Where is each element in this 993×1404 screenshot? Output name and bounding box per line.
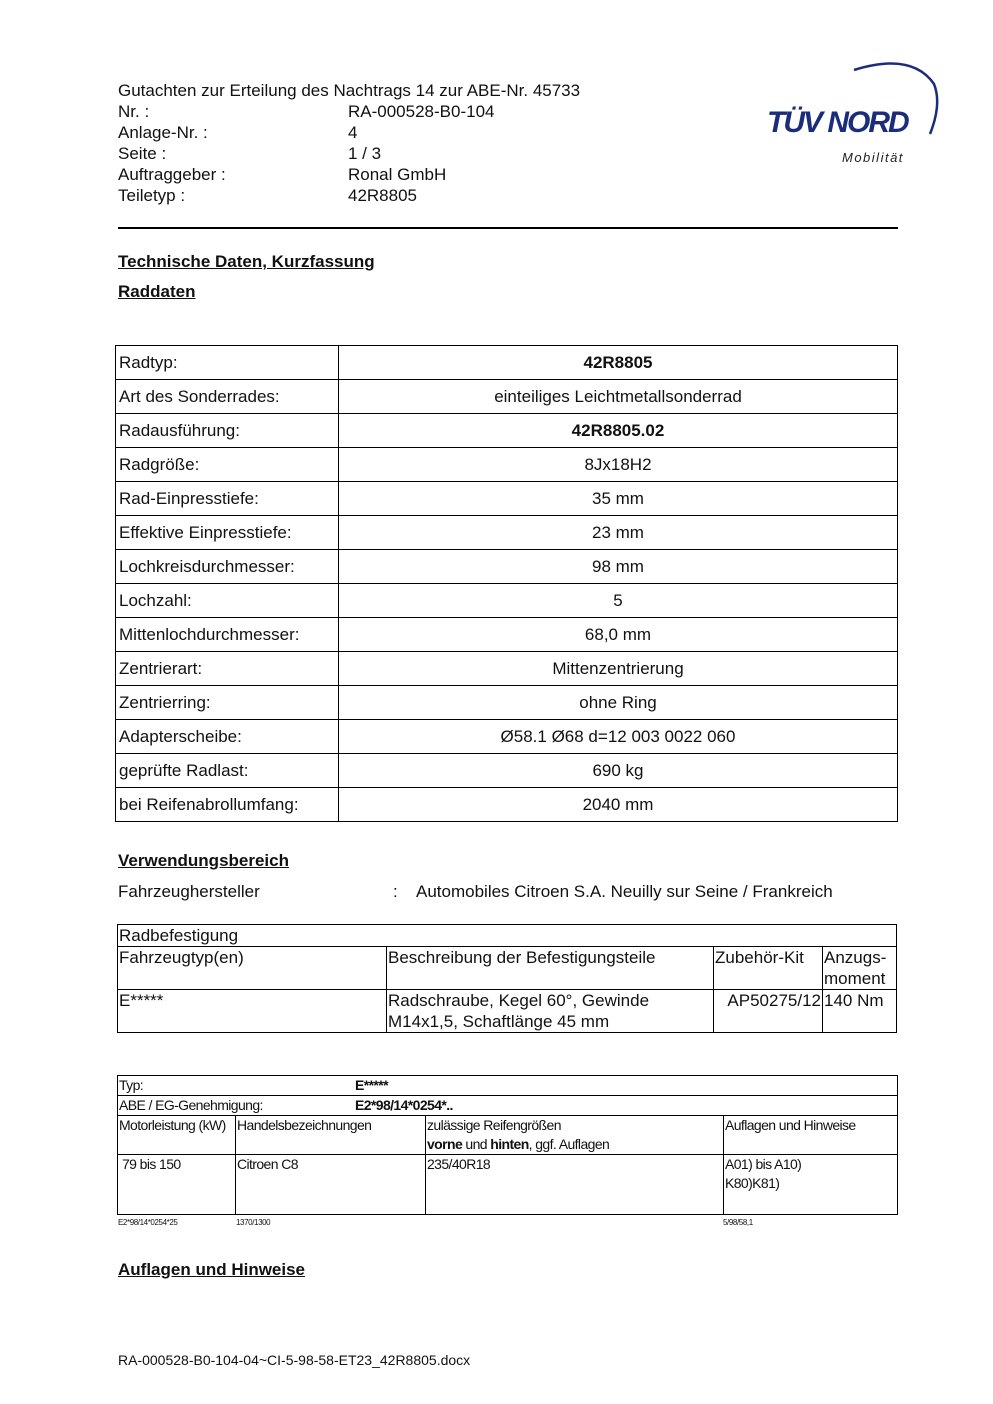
auflagen-line2: K80)K81) (725, 1175, 780, 1191)
raddaten-label: Lochzahl: (116, 584, 339, 618)
header-key: Nr. : (118, 102, 150, 121)
raddaten-row (116, 482, 898, 516)
typ-foot-b: 1370/1300 (236, 1218, 271, 1227)
raddaten-row (116, 686, 898, 720)
raddaten-row (116, 414, 898, 448)
bef-header-fahrzeugtyp: Fahrzeugtyp(en) (118, 947, 387, 990)
usage-value: Automobiles Citroen S.A. Neuilly sur Seine / Frankreich (416, 882, 833, 901)
typ-row (118, 1076, 898, 1096)
raddaten-value: 23 mm (339, 516, 898, 550)
raddaten-row (116, 652, 898, 686)
raddaten-row (116, 448, 898, 482)
logo-wordmark: TÜV NORD (767, 106, 908, 139)
header-value: Ronal GmbH (348, 165, 447, 184)
raddaten-label: Zentrierart: (116, 652, 339, 686)
section-title-verwendung: Verwendungsbereich (118, 851, 289, 870)
raddaten-value: 35 mm (339, 482, 898, 516)
raddaten-row (116, 516, 898, 550)
raddaten-label: Mittenlochdurchmesser: (116, 618, 339, 652)
raddaten-value: 8Jx18H2 (339, 448, 898, 482)
raddaten-label: Art des Sonderrades: (116, 380, 339, 414)
logo-subtitle: Mobilität (842, 150, 904, 165)
header-value: 42R8805 (348, 186, 418, 205)
section-title-auflagen: Auflagen und Hinweise (118, 1260, 306, 1279)
raddaten-value: ohne Ring (339, 686, 898, 720)
raddaten-label: Radtyp: (116, 346, 339, 380)
bef-cell-zubehoer: AP50275/12 (714, 990, 823, 1033)
typ-table (117, 1075, 898, 1215)
document-header (118, 80, 580, 206)
raddaten-label: Adapterscheibe: (116, 720, 339, 754)
header-key: Auftraggeber : (118, 165, 226, 184)
typ-cell-handel: Citroen C8 (236, 1155, 426, 1215)
raddaten-row (116, 346, 898, 380)
header-row-seite (118, 143, 580, 164)
raddaten-row (116, 380, 898, 414)
raddaten-label: Radausführung: (116, 414, 339, 448)
header-divider (118, 227, 898, 229)
typ-foot-a: E2*98/14*0254*25 (118, 1218, 178, 1227)
raddaten-value: 2040 mm (339, 788, 898, 822)
raddaten-row (116, 788, 898, 822)
abe-label: ABE / EG-Genehmigung: (119, 1097, 263, 1113)
document-footer: RA-000528-B0-104-04~CI-5-98-58-ET23_42R8805.docx (118, 1352, 471, 1368)
tuv-nord-logo (762, 56, 942, 176)
bef-cell-fahrzeugtyp: E***** (118, 990, 387, 1033)
raddaten-value: 42R8805.02 (339, 414, 898, 448)
header-row-nr (118, 101, 580, 122)
raddaten-row (116, 618, 898, 652)
typ-header-handel: Handelsbezeichnungen (236, 1116, 426, 1155)
auflagen-line1: A01) bis A10) (725, 1156, 802, 1172)
reifen-header-und: und (462, 1136, 491, 1152)
raddaten-value: 5 (339, 584, 898, 618)
abe-row (118, 1096, 898, 1116)
typ-label: Typ: (119, 1077, 144, 1093)
header-value: 4 (348, 123, 358, 142)
header-row-anlage (118, 122, 580, 143)
raddaten-value: 98 mm (339, 550, 898, 584)
raddaten-row (116, 584, 898, 618)
reifen-header-vorne: vorne (427, 1136, 463, 1152)
header-key: Teiletyp : (118, 186, 186, 205)
raddaten-row (116, 550, 898, 584)
raddaten-row (116, 754, 898, 788)
section-title-raddaten: Raddaten (118, 282, 196, 301)
section-title-tech: Technische Daten, Kurzfassung (118, 252, 375, 271)
raddaten-label: Zentrierring: (116, 686, 339, 720)
raddaten-value: 42R8805 (339, 346, 898, 380)
raddaten-label: Effektive Einpresstiefe: (116, 516, 339, 550)
raddaten-label: bei Reifenabrollumfang: (116, 788, 339, 822)
bef-header-beschreibung: Beschreibung der Befestigungsteile (387, 947, 714, 990)
raddaten-label: geprüfte Radlast: (116, 754, 339, 788)
header-value: RA-000528-B0-104 (348, 102, 495, 121)
typ-header-reifen (426, 1116, 724, 1155)
raddaten-value: 68,0 mm (339, 618, 898, 652)
raddaten-table (115, 345, 898, 822)
header-row-teiletyp (118, 185, 580, 206)
typ-foot-c: 5/98/58,1 (723, 1218, 753, 1227)
typ-cell-auflagen (724, 1155, 898, 1215)
typ-cell-motor: 79 bis 150 (118, 1155, 236, 1215)
befestigung-table (117, 924, 897, 1033)
raddaten-label: Lochkreisdurchmesser: (116, 550, 339, 584)
bef-cell-anzugsmoment: 140 Nm (823, 990, 897, 1033)
raddaten-row (116, 720, 898, 754)
raddaten-value: einteiliges Leichtmetallsonderrad (339, 380, 898, 414)
raddaten-label: Rad-Einpresstiefe: (116, 482, 339, 516)
usage-colon: : (393, 882, 398, 901)
reifen-header-hinten: hinten (490, 1136, 529, 1152)
header-key: Anlage-Nr. : (118, 123, 208, 142)
header-key: Seite : (118, 144, 167, 163)
typ-value: E***** (355, 1077, 388, 1093)
raddaten-label: Radgröße: (116, 448, 339, 482)
reifen-header-line1: zulässige Reifengrößen (427, 1117, 561, 1133)
typ-header-auflagen: Auflagen und Hinweise (724, 1116, 898, 1155)
reifen-header-rest: , ggf. Auflagen (528, 1136, 610, 1152)
bef-header-zubehoer: Zubehör-Kit (714, 947, 823, 990)
raddaten-value: Mittenzentrierung (339, 652, 898, 686)
raddaten-value: 690 kg (339, 754, 898, 788)
header-value: 1 / 3 (348, 144, 382, 163)
usage-label: Fahrzeughersteller (118, 882, 260, 901)
bef-header-anzugsmoment: Anzugs- moment (823, 947, 897, 990)
bef-cell-beschreibung: Radschraube, Kegel 60°, Gewinde M14x1,5, Schaftlänge 45 mm (387, 990, 714, 1033)
abe-value: E2*98/14*0254*.. (355, 1097, 453, 1113)
befestigung-title: Radbefestigung (118, 925, 897, 947)
header-row-auftraggeber (118, 164, 580, 185)
raddaten-value: Ø58.1 Ø68 d=12 003 0022 060 (339, 720, 898, 754)
typ-cell-reifen: 235/40R18 (426, 1155, 724, 1215)
document-title: Gutachten zur Erteilung des Nachtrags 14 zur ABE-Nr. 45733 (118, 81, 581, 100)
typ-header-motor: Motorleistung (kW) (118, 1116, 236, 1155)
